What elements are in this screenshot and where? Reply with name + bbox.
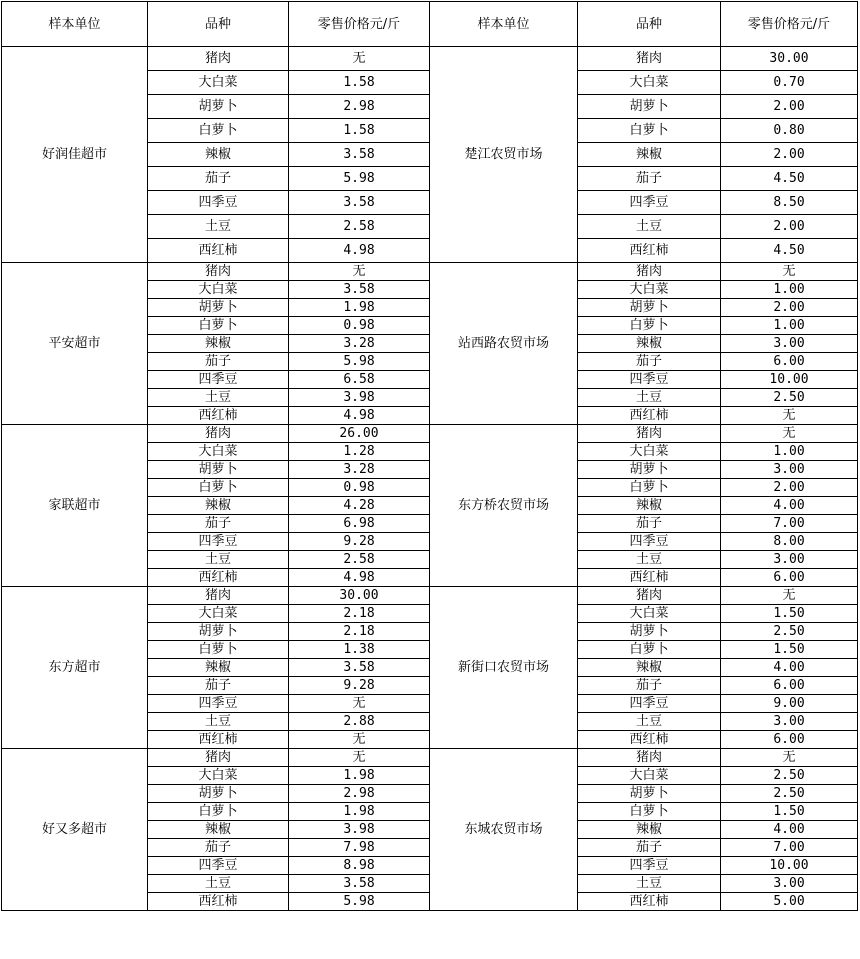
- right-item-cell: 四季豆: [578, 857, 721, 875]
- right-price-cell: 2.00: [721, 299, 858, 317]
- right-price-cell: 6.00: [721, 569, 858, 587]
- right-item-cell: 西红柿: [578, 239, 721, 263]
- left-item-cell: 猪肉: [148, 749, 289, 767]
- right-price-cell: 4.50: [721, 239, 858, 263]
- right-unit-cell: 楚江农贸市场: [430, 47, 578, 263]
- right-item-cell: 白萝卜: [578, 641, 721, 659]
- left-item-cell: 西红柿: [148, 407, 289, 425]
- left-price-cell: 2.18: [289, 623, 430, 641]
- left-item-cell: 土豆: [148, 875, 289, 893]
- left-item-cell: 西红柿: [148, 731, 289, 749]
- right-price-cell: 无: [721, 587, 858, 605]
- header-row: [2, 2, 858, 47]
- right-item-cell: 白萝卜: [578, 317, 721, 335]
- left-item-cell: 胡萝卜: [148, 461, 289, 479]
- right-price-cell: 6.00: [721, 731, 858, 749]
- right-item-cell: 白萝卜: [578, 119, 721, 143]
- left-price-cell: 4.28: [289, 497, 430, 515]
- left-price-cell: 3.58: [289, 191, 430, 215]
- right-price-cell: 2.00: [721, 215, 858, 239]
- right-item-cell: 西红柿: [578, 731, 721, 749]
- right-item-cell: 大白菜: [578, 767, 721, 785]
- right-item-cell: 土豆: [578, 215, 721, 239]
- left-item-cell: 胡萝卜: [148, 299, 289, 317]
- right-price-cell: 4.00: [721, 497, 858, 515]
- right-price-cell: 1.00: [721, 317, 858, 335]
- left-item-cell: 西红柿: [148, 239, 289, 263]
- right-item-cell: 西红柿: [578, 569, 721, 587]
- left-price-cell: 3.28: [289, 335, 430, 353]
- header-right-item: 品种: [578, 2, 721, 47]
- left-item-cell: 大白菜: [148, 443, 289, 461]
- left-item-cell: 猪肉: [148, 263, 289, 281]
- header-left-unit: 样本单位: [2, 2, 148, 47]
- left-price-cell: 26.00: [289, 425, 430, 443]
- left-price-cell: 4.98: [289, 569, 430, 587]
- right-item-cell: 茄子: [578, 353, 721, 371]
- right-price-cell: 3.00: [721, 713, 858, 731]
- right-price-cell: 10.00: [721, 857, 858, 875]
- right-price-cell: 9.00: [721, 695, 858, 713]
- right-item-cell: 土豆: [578, 551, 721, 569]
- left-price-cell: 1.28: [289, 443, 430, 461]
- table-row: [2, 749, 858, 767]
- right-item-cell: 辣椒: [578, 335, 721, 353]
- left-item-cell: 大白菜: [148, 71, 289, 95]
- right-item-cell: 大白菜: [578, 605, 721, 623]
- right-price-cell: 0.70: [721, 71, 858, 95]
- left-price-cell: 3.58: [289, 281, 430, 299]
- right-item-cell: 胡萝卜: [578, 623, 721, 641]
- right-item-cell: 辣椒: [578, 497, 721, 515]
- left-item-cell: 辣椒: [148, 143, 289, 167]
- header-right-price: 零售价格元/斤: [721, 2, 858, 47]
- right-item-cell: 辣椒: [578, 659, 721, 677]
- right-price-cell: 10.00: [721, 371, 858, 389]
- right-unit-cell: 东城农贸市场: [430, 749, 578, 911]
- left-price-cell: 7.98: [289, 839, 430, 857]
- left-item-cell: 辣椒: [148, 821, 289, 839]
- right-item-cell: 白萝卜: [578, 803, 721, 821]
- left-item-cell: 土豆: [148, 713, 289, 731]
- right-price-cell: 4.00: [721, 821, 858, 839]
- right-price-cell: 1.50: [721, 641, 858, 659]
- right-price-cell: 无: [721, 425, 858, 443]
- right-price-cell: 3.00: [721, 335, 858, 353]
- right-price-cell: 8.00: [721, 533, 858, 551]
- table-row: [2, 425, 858, 443]
- right-price-cell: 2.00: [721, 95, 858, 119]
- right-item-cell: 辣椒: [578, 821, 721, 839]
- right-price-cell: 3.00: [721, 551, 858, 569]
- right-price-cell: 6.00: [721, 677, 858, 695]
- left-price-cell: 3.58: [289, 143, 430, 167]
- left-price-cell: 3.98: [289, 821, 430, 839]
- left-price-cell: 6.58: [289, 371, 430, 389]
- right-price-cell: 2.50: [721, 785, 858, 803]
- right-price-cell: 1.50: [721, 605, 858, 623]
- left-item-cell: 茄子: [148, 839, 289, 857]
- price-table: [1, 1, 858, 911]
- right-item-cell: 茄子: [578, 515, 721, 533]
- left-price-cell: 9.28: [289, 533, 430, 551]
- header-left-price: 零售价格元/斤: [289, 2, 430, 47]
- right-price-cell: 4.50: [721, 167, 858, 191]
- left-item-cell: 白萝卜: [148, 641, 289, 659]
- left-price-cell: 1.58: [289, 119, 430, 143]
- right-price-cell: 2.50: [721, 767, 858, 785]
- header-right-unit: 样本单位: [430, 2, 578, 47]
- right-item-cell: 白萝卜: [578, 479, 721, 497]
- left-item-cell: 辣椒: [148, 335, 289, 353]
- right-item-cell: 四季豆: [578, 191, 721, 215]
- left-price-cell: 30.00: [289, 587, 430, 605]
- right-item-cell: 茄子: [578, 839, 721, 857]
- left-item-cell: 白萝卜: [148, 119, 289, 143]
- left-item-cell: 四季豆: [148, 191, 289, 215]
- right-item-cell: 胡萝卜: [578, 95, 721, 119]
- left-item-cell: 四季豆: [148, 695, 289, 713]
- right-price-cell: 7.00: [721, 515, 858, 533]
- left-price-cell: 8.98: [289, 857, 430, 875]
- right-price-cell: 无: [721, 407, 858, 425]
- left-unit-cell: 家联超市: [2, 425, 148, 587]
- left-item-cell: 猪肉: [148, 425, 289, 443]
- header-left-item: 品种: [148, 2, 289, 47]
- left-price-cell: 3.58: [289, 659, 430, 677]
- left-price-cell: 5.98: [289, 167, 430, 191]
- right-price-cell: 0.80: [721, 119, 858, 143]
- left-price-cell: 无: [289, 47, 430, 71]
- left-item-cell: 猪肉: [148, 47, 289, 71]
- right-price-cell: 2.00: [721, 479, 858, 497]
- right-price-cell: 5.00: [721, 893, 858, 911]
- left-item-cell: 白萝卜: [148, 479, 289, 497]
- left-item-cell: 四季豆: [148, 371, 289, 389]
- left-price-cell: 2.98: [289, 785, 430, 803]
- left-price-cell: 1.98: [289, 299, 430, 317]
- right-unit-cell: 东方桥农贸市场: [430, 425, 578, 587]
- left-price-cell: 3.98: [289, 389, 430, 407]
- left-price-cell: 6.98: [289, 515, 430, 533]
- left-price-cell: 4.98: [289, 239, 430, 263]
- right-item-cell: 大白菜: [578, 443, 721, 461]
- left-price-cell: 2.58: [289, 215, 430, 239]
- left-price-cell: 3.58: [289, 875, 430, 893]
- right-price-cell: 无: [721, 263, 858, 281]
- left-price-cell: 0.98: [289, 479, 430, 497]
- left-price-cell: 5.98: [289, 893, 430, 911]
- right-item-cell: 茄子: [578, 167, 721, 191]
- left-price-cell: 1.38: [289, 641, 430, 659]
- right-unit-cell: 站西路农贸市场: [430, 263, 578, 425]
- left-item-cell: 大白菜: [148, 281, 289, 299]
- left-price-cell: 无: [289, 749, 430, 767]
- left-item-cell: 辣椒: [148, 659, 289, 677]
- right-item-cell: 四季豆: [578, 695, 721, 713]
- table-row: [2, 587, 858, 605]
- left-item-cell: 茄子: [148, 515, 289, 533]
- right-item-cell: 猪肉: [578, 47, 721, 71]
- left-item-cell: 大白菜: [148, 605, 289, 623]
- left-price-cell: 1.98: [289, 767, 430, 785]
- left-unit-cell: 好润佳超市: [2, 47, 148, 263]
- right-price-cell: 2.00: [721, 143, 858, 167]
- left-price-cell: 无: [289, 263, 430, 281]
- right-item-cell: 猪肉: [578, 425, 721, 443]
- left-price-cell: 9.28: [289, 677, 430, 695]
- right-price-cell: 30.00: [721, 47, 858, 71]
- left-item-cell: 白萝卜: [148, 803, 289, 821]
- right-price-cell: 2.50: [721, 623, 858, 641]
- right-item-cell: 胡萝卜: [578, 299, 721, 317]
- right-item-cell: 土豆: [578, 875, 721, 893]
- right-item-cell: 西红柿: [578, 407, 721, 425]
- left-item-cell: 土豆: [148, 215, 289, 239]
- left-item-cell: 茄子: [148, 167, 289, 191]
- left-price-cell: 无: [289, 731, 430, 749]
- right-item-cell: 猪肉: [578, 263, 721, 281]
- right-price-cell: 2.50: [721, 389, 858, 407]
- right-price-cell: 1.00: [721, 443, 858, 461]
- left-unit-cell: 东方超市: [2, 587, 148, 749]
- left-item-cell: 土豆: [148, 389, 289, 407]
- right-price-cell: 8.50: [721, 191, 858, 215]
- left-item-cell: 白萝卜: [148, 317, 289, 335]
- left-item-cell: 四季豆: [148, 857, 289, 875]
- right-item-cell: 胡萝卜: [578, 461, 721, 479]
- left-price-cell: 4.98: [289, 407, 430, 425]
- left-item-cell: 西红柿: [148, 569, 289, 587]
- right-price-cell: 4.00: [721, 659, 858, 677]
- right-item-cell: 西红柿: [578, 893, 721, 911]
- right-item-cell: 猪肉: [578, 587, 721, 605]
- right-price-cell: 7.00: [721, 839, 858, 857]
- left-item-cell: 茄子: [148, 353, 289, 371]
- left-price-cell: 2.98: [289, 95, 430, 119]
- right-item-cell: 大白菜: [578, 281, 721, 299]
- left-unit-cell: 好又多超市: [2, 749, 148, 911]
- right-price-cell: 1.00: [721, 281, 858, 299]
- left-item-cell: 四季豆: [148, 533, 289, 551]
- left-price-cell: 1.58: [289, 71, 430, 95]
- left-item-cell: 辣椒: [148, 497, 289, 515]
- right-item-cell: 大白菜: [578, 71, 721, 95]
- right-price-cell: 1.50: [721, 803, 858, 821]
- left-unit-cell: 平安超市: [2, 263, 148, 425]
- left-item-cell: 胡萝卜: [148, 785, 289, 803]
- left-item-cell: 猪肉: [148, 587, 289, 605]
- right-price-cell: 3.00: [721, 875, 858, 893]
- left-item-cell: 西红柿: [148, 893, 289, 911]
- right-item-cell: 四季豆: [578, 533, 721, 551]
- left-price-cell: 3.28: [289, 461, 430, 479]
- table-row: [2, 263, 858, 281]
- right-unit-cell: 新街口农贸市场: [430, 587, 578, 749]
- left-price-cell: 5.98: [289, 353, 430, 371]
- right-item-cell: 四季豆: [578, 371, 721, 389]
- left-price-cell: 2.88: [289, 713, 430, 731]
- right-price-cell: 3.00: [721, 461, 858, 479]
- left-item-cell: 大白菜: [148, 767, 289, 785]
- right-item-cell: 土豆: [578, 713, 721, 731]
- left-item-cell: 胡萝卜: [148, 623, 289, 641]
- right-price-cell: 无: [721, 749, 858, 767]
- left-item-cell: 土豆: [148, 551, 289, 569]
- left-price-cell: 0.98: [289, 317, 430, 335]
- right-price-cell: 6.00: [721, 353, 858, 371]
- right-item-cell: 猪肉: [578, 749, 721, 767]
- left-price-cell: 2.58: [289, 551, 430, 569]
- left-item-cell: 茄子: [148, 677, 289, 695]
- left-item-cell: 胡萝卜: [148, 95, 289, 119]
- right-item-cell: 辣椒: [578, 143, 721, 167]
- right-item-cell: 胡萝卜: [578, 785, 721, 803]
- left-price-cell: 2.18: [289, 605, 430, 623]
- left-price-cell: 无: [289, 695, 430, 713]
- left-price-cell: 1.98: [289, 803, 430, 821]
- right-item-cell: 土豆: [578, 389, 721, 407]
- table-row: [2, 47, 858, 71]
- right-item-cell: 茄子: [578, 677, 721, 695]
